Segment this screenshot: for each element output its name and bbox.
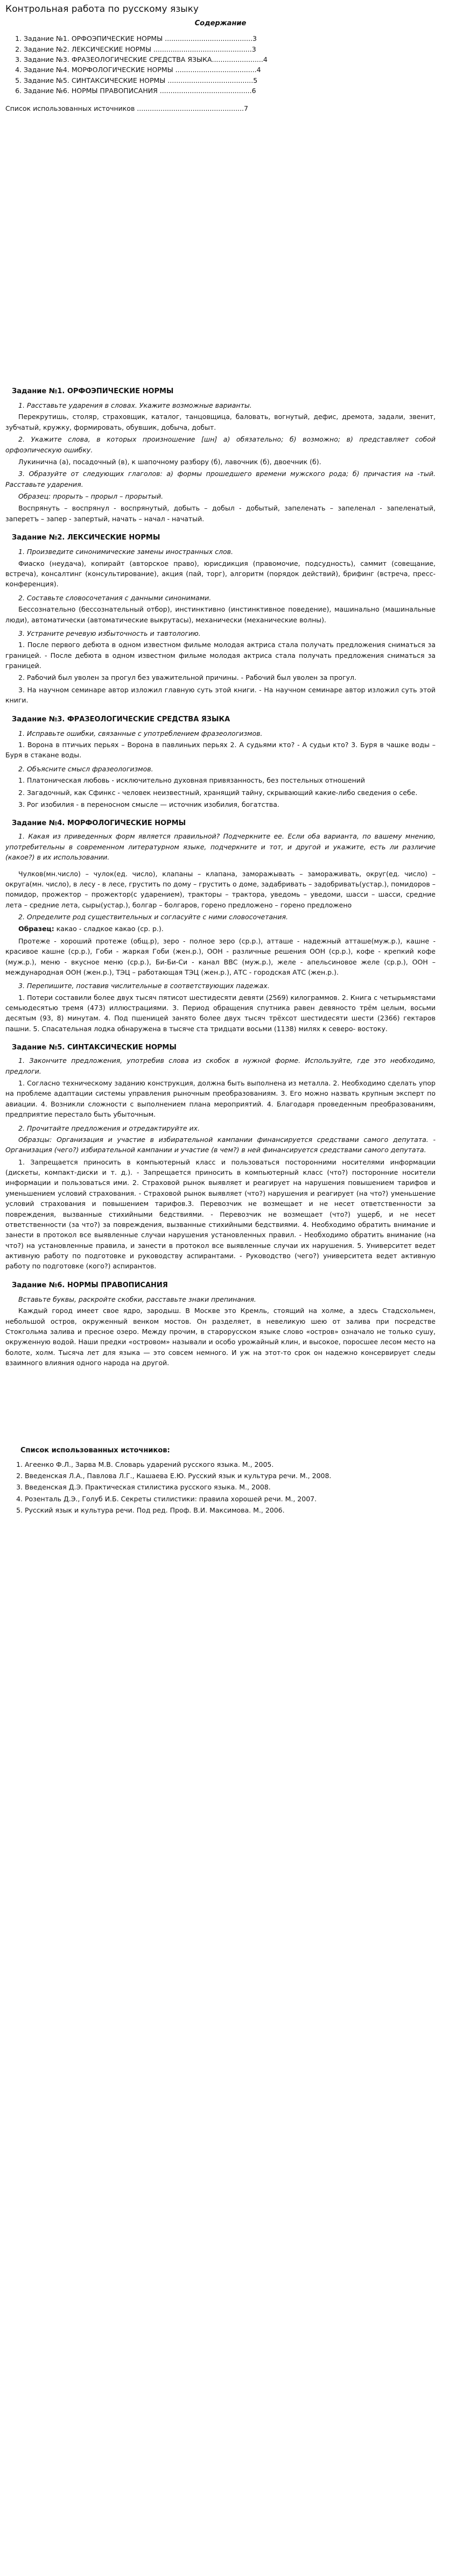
task-heading: 2. Укажите слова, в которых произношение [шн] а) обязательно; б) возможно; в) представляет собой орфоэпическую ошибку. bbox=[5, 435, 436, 454]
paragraph: 1. Потери составили более двух тысяч пятисот шестидесяти девяти (2569) килограммов. 2. Книга с четырьмястами семьюдесятью тремя (473) иллюстрациями. 3. Период обращения спутника равен девяносто трём целым, восьми десятым (93, 8) минутам. 4. Под пшеницей занято более двух тысяч трёхсот шестидесяти шести (2366) гектаров пашни. 5. Спасательная лодка обнаружена в тысяче ста тридцати восьми (1138) милях к северо- востоку. bbox=[5, 993, 436, 1033]
spacer bbox=[5, 864, 436, 869]
paragraph: 1. После первого дебюта в одном известном фильме молодая актриса стала получать предложения сниматься за границей. - После дебюта в одном известном фильме молодая актриса стала получать предложения сниматься за границей. bbox=[5, 641, 436, 670]
paragraph: Перекрутишь, столяр, страховщик, каталог, танцовщица, баловать, вогнутый, дефис, дремота, задали, звенит, зубчатый, кружку, формировать, обувшик, добыча, добыт. bbox=[5, 413, 436, 431]
toc-list bbox=[12, 33, 436, 96]
paragraph: 3. Рог изобилия - в переносном смысле — источник изобилия, богатства. bbox=[18, 800, 279, 808]
paragraph: 1. Платоническая любовь - исключительно духовная привязанность, без постельных отношений bbox=[18, 776, 365, 785]
paragraph: Лукинична (а), посадочный (в), к шапочному разбору (б), лавочник (б), двоечник (б). bbox=[18, 457, 321, 466]
source-item: 5. Русский язык и культура речи. Под ред. Проф. В.И. Максимова. М., 2006. bbox=[25, 1505, 436, 1515]
paragraph: 1. Ворона в птичьих перьях – Ворона в павлиньих перьях 2. А судьями кто? - А судьи кто? 3. Буря в чашке воды – Буря в стакане воды. bbox=[5, 741, 436, 760]
paragraph: Бессознательно (бессознательный отбор), инстинктивно (инстинктивное поведение), машинально (машинальные люди), автоматически (автоматические выкрутасы), механически (механические волны). bbox=[5, 605, 436, 624]
paragraph: 2. Рабочий был уволен за прогул без уважительной причины. - Рабочий был уволен за прогул. bbox=[18, 673, 356, 682]
example-line bbox=[5, 924, 436, 934]
task-heading: 1. Исправьте ошибки, связанные с употреблением фразеологизмов. bbox=[18, 729, 263, 737]
paragraph: Фиаско (неудача), копирайт (авторское право), юрисдикция (правомочие, подсудность), саммит (совещание, встреча), консалтинг (консультирование), акция (пай, торг), алгоритм (порядок действий), брифинг (встреча, пресс-конференция). bbox=[5, 559, 436, 588]
paragraph: 2. Загадочный, как Сфинкс - человек неизвестный, хранящий тайну, скрывающий какие-либо сведения о себе. bbox=[18, 788, 418, 797]
paragraph: Воспрянуть – воспрянул - воспрянутый, добыть – добыл - добытый, запеленать – запеленал - запеленатый, заперетъ – запер - запертый, начать – начал - начатый. bbox=[5, 504, 436, 523]
task-heading: 1. Произведите синонимические замены иностранных слов. bbox=[18, 548, 233, 556]
section-title-4: Задание №4. МОРФОЛОГИЧЕСКИЕ НОРМЫ bbox=[12, 819, 186, 828]
example-text: Образец: прорыть – прорыл – прорытый. bbox=[18, 492, 164, 500]
page-break-space bbox=[5, 114, 436, 378]
source-item: 3. Введенская Д.Э. Практическая стилистика русского языка. М., 2008. bbox=[25, 1482, 436, 1492]
example-text: Образцы: Организация и участие в избирательной кампании финансируется средствами самого депутата. - Организация (чего?) избирательной кампании и участие (в чем?) в ней финансируется средствами самого депутата. bbox=[5, 1135, 436, 1154]
task-heading: 2. Определите род существительных и согласуйте с ними словосочетания. bbox=[18, 913, 288, 921]
section-title-1: Задание №1. ОРФОЭПИЧЕСКИЕ НОРМЫ bbox=[12, 387, 174, 395]
paragraph: Чулков(мн.число) – чулок(ед. число), клапаны – клапана, заморажывать – замораживать, округ(ед. число) – округа(мн. число), в лесу - в лесе, грустить по дому – грустить о доме, задабривать – задобривать(устар.), помидоров – помидор, прожектор – прожектор(с ударением), тракторы – трактора, уведомь – уведоми, шасси – шасси, средние лета – средние лета, сыры(устар.), болгар – болгаров, горено предложено – горено предложено bbox=[5, 869, 436, 909]
task-heading: 3. Образуйте от следующих глаголов: а) формы прошедшего времени мужского рода; б) причастия на -тый. Расставьте ударения. bbox=[5, 470, 436, 488]
page-break-space bbox=[5, 1370, 436, 1445]
task-heading: 2. Объясните смысл фразеологизмов. bbox=[18, 764, 153, 773]
section-title-5: Задание №5. СИНТАКСИЧЕСКИЕ НОРМЫ bbox=[12, 1044, 177, 1052]
section-title-6: Задание №6. НОРМЫ ПРАВОПИСАНИЯ bbox=[12, 1281, 168, 1289]
toc-item[interactable]: 1. Задание №1. ОРФОЭПИЧЕСКИЕ НОРМЫ .........................................3 bbox=[24, 33, 436, 44]
task-heading: Вставьте буквы, раскройте скобки, расставьте знаки препинания. bbox=[18, 1295, 256, 1303]
example-text: какао - сладкое какао (ср. р.). bbox=[56, 925, 164, 933]
paragraph: Каждый город имеет свое ядро, зародыш. В Москве это Кремль, стоящий на холме, а здесь Стадсхольмен, небольшой остров, окруженный венком мостов. Он разделяет, в невеликую шею от залива при посредстве Стокгольма залива и пресное озеро. Между прочим, в старорусском языке слово «остров» означало не только сушу, окруженную водой. Наши предки «островом» называли и особо урожайный клин, и высокое, поросшее лесом место на болоте, холм. Тысяча лет для языка — это совсем немного. И уж на этот-то срок он надежно консервирует следы взаимного влияния одного народа на другой. bbox=[5, 1307, 436, 1367]
task-heading: 3. Устраните речевую избыточность и тавтологию. bbox=[18, 629, 201, 637]
toc-item[interactable]: 5. Задание №5. СИНТАКСИЧЕСКИЕ НОРМЫ ........................................5 bbox=[24, 75, 436, 86]
paragraph: Протеже - хороший протеже (общ.р), зеро - полное зеро (ср.р.), атташе - надежный атташе(муж.р.), кашне - красивое кашне (ср.р.), Гоби - жаркая Гоби (жен.р.), ООН - различные решения ООН (ср.р.), кофе - крепкий кофе (муж.р.), меню - вкусное меню (ср.р.), Би-Би-Си - канал ВВС (муж.р.), желе - апельсиновое желе (ср.р.), ООН – международная ООН (жен.р.), ТЭЦ – работающая ТЭЦ (жен.р.), АТС - городская АТС (жен.р.). bbox=[5, 936, 436, 976]
toc-item-sources[interactable]: Список использованных источников ..................................................7 bbox=[5, 104, 248, 113]
source-item: 4. Розенталь Д.Э., Голуб И.Б. Секреты стилистики: правила хорошей речи. М., 2007. bbox=[25, 1494, 436, 1504]
section-title-2: Задание №2. ЛЕКСИЧЕСКИЕ НОРМЫ bbox=[12, 534, 160, 542]
example-label: Образец: bbox=[18, 925, 54, 933]
task-heading: 1. Какая из приведенных форм является правильной? Подчеркните ее. Если оба варианта, по вашему мнению, употребительны в современном литературном языке, подчеркните и тот, и другой и укажите, есть ли различие (какое?) в их использовании. bbox=[5, 832, 436, 862]
task-heading: 1. Закончите предложения, употребив слова из скобок в нужной форме. Используйте, где это необходимо, предлоги. bbox=[5, 1056, 436, 1075]
toc-heading: Содержание bbox=[194, 19, 247, 28]
paragraph: 3. На научном семинаре автор изложил главную суть этой книги. - На научном семинаре автор изложил суть этой книги. bbox=[5, 685, 436, 705]
paragraph: 1. Запрещается приносить в компьютерный класс и пользоваться посторонними носителями информации (дискеты, компакт-диски и т. д.). - Запрещается приносить в компьютерный класс (что?) посторонние носители информации и пользоваться ими. 2. Страховой рынок выявляет и реагирует на нарушения повышением тарифов и уменьшением условий страхования. - Страховой рынок выявляет (что?) нарушения и реагирует (на что?) уменьшение условий страхования и повышением тарифов.3. Перевозчик не возмещает и не несет ответственности за повреждения, вызванные стихийными бедствиями. - Перевозчик не возмещает (что?) ущерб, и не несет ответственности (за что?) за повреждения, вызванные стихийными бедствиями. 4. Необходимо обратить внимание и занести в протокол все выявленные случаи нарушения установленных правил. - Необходимо обратить внимание (на что?) на установленные правила, и занести в протокол все выявленные случаи их нарушения. 5. Университет ведет активную работу по подготовке и руководству аспирантами. - Руководство (чего?) университета ведет активную работу по подготовке (кого?) аспирантов. bbox=[5, 1158, 436, 1271]
task-heading: 1. Расставьте ударения в словах. Укажите возможные варианты. bbox=[18, 401, 252, 409]
toc-item[interactable]: 2. Задание №2. ЛЕКСИЧЕСКИЕ НОРМЫ ..............................................3 bbox=[24, 44, 436, 54]
paragraph: 1. Согласно техническому заданию конструкция, должна быть выполнена из металла. 2. Необходимо сделать упор на проблеме адаптации системы управления рыночным преобразованиям. 3. Его можно назвать крупным эксперт по авиации. 4. Возникли сложности с выполнением плана мероприятий. 4. Благодаря проведенным преобразованиям, предприятие перестало быть убыточным. bbox=[5, 1079, 436, 1119]
task-heading: 2. Прочитайте предложения и отредактируйте их. bbox=[18, 1124, 200, 1132]
task-heading: 3. Перепишите, поставив числительные в соответствующих падежах. bbox=[18, 982, 270, 990]
sources-heading: Список использованных источников: bbox=[20, 1446, 170, 1454]
source-item: 2. Введенская Л.А., Павлова Л.Г., Кашаева Е.Ю. Русский язык и культура речи. М., 2008. bbox=[25, 1471, 436, 1481]
sources-list bbox=[12, 1459, 436, 1516]
document-title: Контрольная работа по русскому языку bbox=[5, 4, 199, 15]
section-title-3: Задание №3. ФРАЗЕОЛОГИЧЕСКИЕ СРЕДСТВА ЯЗЫКА bbox=[12, 715, 230, 723]
source-item: 1. Агеенко Ф.Л., Зарва М.В. Словарь ударений русского языка. М., 2005. bbox=[25, 1459, 436, 1470]
toc-item[interactable]: 6. Задание №6. НОРМЫ ПРАВОПИСАНИЯ ...........................................6 bbox=[24, 86, 436, 96]
toc-item[interactable]: 4. Задание №4. МОРФОЛОГИЧЕСКИЕ НОРМЫ ......................................4 bbox=[24, 65, 436, 75]
toc-item[interactable]: 3. Задание №3. ФРАЗЕОЛОГИЧЕСКИЕ СРЕДСТВА ЯЗЫКА........................4 bbox=[24, 54, 436, 65]
task-heading: 2. Составьте словосочетания с данными синонимами. bbox=[18, 593, 212, 602]
